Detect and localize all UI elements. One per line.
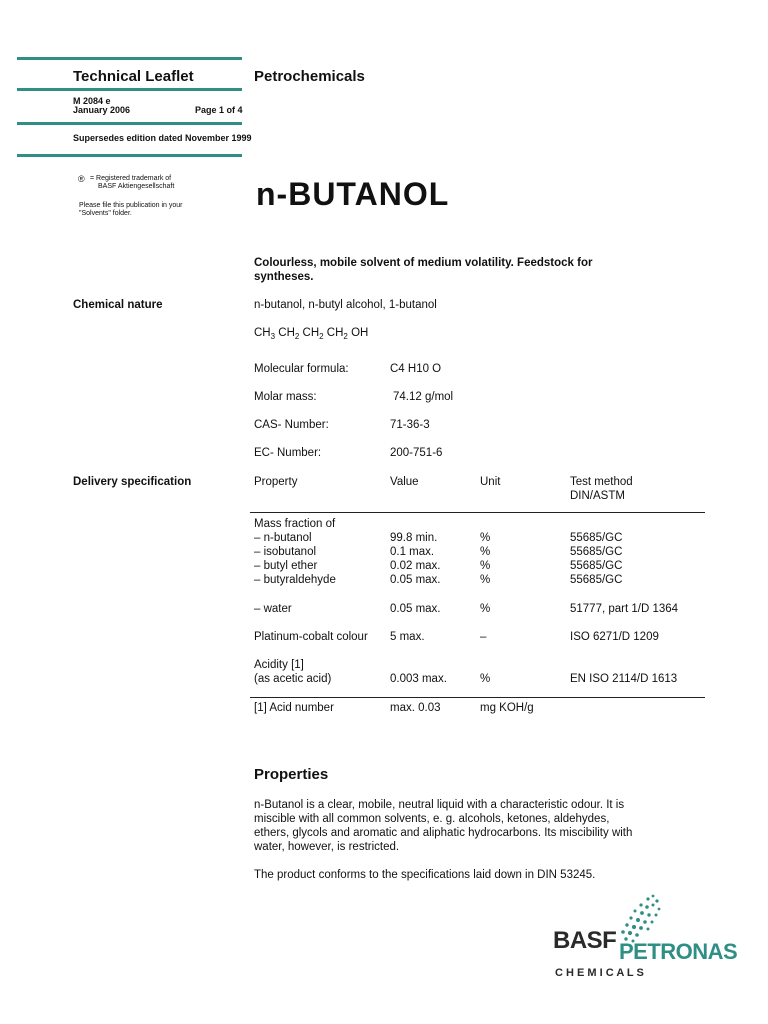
header-test-method: Test method [570,476,633,488]
header-rule-bottom [17,154,242,157]
trademark-symbol: ® [78,174,85,184]
row-property: (as acetic acid) [254,673,332,685]
row-property: Acidity [1] [254,659,304,671]
mass-fraction-label: Mass fraction of [254,518,336,530]
row-property: – isobutanol [254,546,317,558]
field-value-molar-mass: 74.12 g/mol [393,391,454,403]
field-label-cas: CAS- Number: [254,419,329,431]
row-value: 99.8 min. [390,532,438,544]
doc-code: M 2084 e [73,96,111,106]
paragraph-line: n-Butanol is a clear, mobile, neutral liquid with a characteristic odour. It is [254,799,625,811]
table-rule-top [250,512,705,513]
field-label-ec: EC- Number: [254,447,322,459]
row-test: 55685/GC [570,560,623,572]
row-test: EN ISO 2114/D 1613 [570,673,678,685]
properties-paragraph-2: The product conforms to the specifications laid down in DIN 53245. [254,869,596,881]
chemical-names: n-butanol, n-butyl alcohol, 1-butanol [254,299,437,311]
file-note-1: Please file this publication in your [79,202,183,209]
doc-date: January 2006 [73,105,131,115]
category-title: Petrochemicals [254,68,365,85]
row-test: 55685/GC [570,574,623,586]
logo-chemicals: C H E M I C A L S [555,967,644,979]
row-test: 55685/GC [570,532,623,544]
row-unit: % [480,574,491,586]
row-value: 0.02 max. [390,560,441,572]
structural-formula: $CH_3$ $CH_2$ $CH_2$ $CH_2$ OH [254,327,369,341]
header-rule-mid [17,88,242,91]
properties-heading: Properties [254,766,329,783]
footnote-value: max. 0.03 [390,702,441,714]
product-title: n-BUTANOL [256,176,450,212]
row-property: – butyraldehyde [254,574,336,586]
footnote-property: [1] Acid number [254,702,334,714]
field-value-cas: 71-36-3 [390,419,430,431]
row-unit: % [480,560,491,572]
chemical-nature-label: Chemical nature [73,299,163,311]
field-label-molar-mass: Molar mass: [254,391,317,403]
row-value: 0.1 max. [390,546,435,558]
row-value: 0.05 max. [390,574,441,586]
header-rule-top [17,57,242,60]
header-rule-low [17,122,242,125]
footnote-unit: mg KOH/g [480,702,534,714]
properties-paragraph-1 [254,798,674,854]
paragraph-line: water, however, is restricted. [254,841,400,853]
trademark-text-1: = Registered trademark of [90,175,172,182]
header-property: Property [254,476,298,488]
row-unit: % [480,546,491,558]
paragraph-line: miscible with all common solvents, e. g. alcohols, ketones, aldehydes, [254,813,610,825]
row-property: – water [254,603,292,615]
row-unit: % [480,673,491,685]
row-value: 5 max. [390,631,425,643]
leaflet-title: Technical Leaflet [73,68,194,85]
row-property: – n-butanol [254,532,312,544]
row-test: 51777, part 1/D 1364 [570,603,679,615]
supersedes-note: Supersedes edition dated November 1999 [73,133,252,143]
row-property: – butyl ether [254,560,318,572]
row-unit: – [480,631,487,643]
header-unit: Unit [480,476,501,488]
row-unit: % [480,603,491,615]
company-logo [553,893,738,985]
header-value: Value [390,476,419,488]
row-test: ISO 6271/D 1209 [570,631,659,643]
row-value: 0.003 max. [390,673,447,685]
header-test-standard: DIN/ASTM [570,490,625,502]
paragraph-line: ethers, glycols and aromatic and aliphatic hydrocarbons. Its miscibility with [254,827,633,839]
field-value-molecular-formula: C4 H10 O [390,363,442,375]
file-note-2: "Solvents" folder. [79,210,132,217]
page-number: Page 1 of 4 [195,105,243,115]
row-value: 0.05 max. [390,603,441,615]
delivery-spec-label: Delivery specification [73,476,192,488]
row-property: Platinum-cobalt colour [254,631,368,643]
field-value-ec: 200-751-6 [390,447,443,459]
logo-basf: BASF [553,927,617,954]
field-label-molecular-formula: Molecular formula: [254,363,349,375]
trademark-text-2: BASF Aktiengesellschaft [98,183,175,190]
intro-text: Colourless, mobile solvent of medium volatility. Feedstock for syntheses. [254,257,593,283]
row-test: 55685/GC [570,546,623,558]
row-unit: % [480,532,491,544]
table-rule-bottom [250,697,705,698]
logo-petronas: PETRONAS [619,939,738,964]
